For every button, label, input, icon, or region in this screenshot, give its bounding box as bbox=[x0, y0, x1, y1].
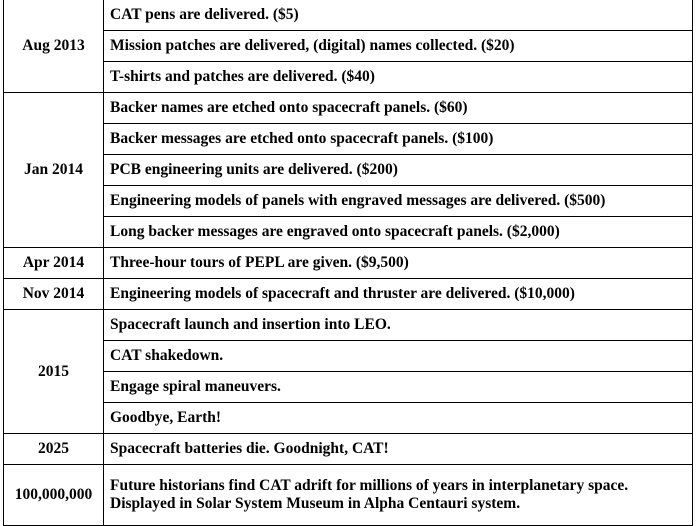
table-row bbox=[4, 217, 693, 248]
table-row bbox=[4, 0, 693, 31]
event-cell: Future historians find CAT adrift for millions of years in interplanetary space. Displayed in Solar System Museum in Alpha Centauri system. bbox=[104, 465, 693, 526]
date-cell: Aug 2013 bbox=[4, 0, 104, 93]
date-cell: Jan 2014 bbox=[4, 93, 104, 248]
table-row bbox=[4, 31, 693, 62]
table-row bbox=[4, 62, 693, 93]
timeline-table bbox=[3, 0, 693, 526]
table-row bbox=[4, 310, 693, 341]
event-cell: Engage spiral maneuvers. bbox=[104, 372, 693, 403]
date-cell: 100,000,000 bbox=[4, 465, 104, 526]
event-cell: Spacecraft batteries die. Goodnight, CAT! bbox=[104, 434, 693, 465]
event-cell: Three-hour tours of PEPL are given. ($9,500) bbox=[104, 248, 693, 279]
table-row bbox=[4, 93, 693, 124]
event-cell: Goodbye, Earth! bbox=[104, 403, 693, 434]
date-cell: Nov 2014 bbox=[4, 279, 104, 310]
event-cell: Spacecraft launch and insertion into LEO. bbox=[104, 310, 693, 341]
event-cell: Long backer messages are engraved onto spacecraft panels. ($2,000) bbox=[104, 217, 693, 248]
event-cell: CAT shakedown. bbox=[104, 341, 693, 372]
date-cell: 2015 bbox=[4, 310, 104, 434]
event-cell: Engineering models of panels with engraved messages are delivered. ($500) bbox=[104, 186, 693, 217]
table-row bbox=[4, 465, 693, 526]
event-cell: Engineering models of spacecraft and thruster are delivered. ($10,000) bbox=[104, 279, 693, 310]
table-row bbox=[4, 403, 693, 434]
table-row bbox=[4, 124, 693, 155]
table-row bbox=[4, 434, 693, 465]
table-row bbox=[4, 155, 693, 186]
table-row bbox=[4, 248, 693, 279]
event-cell: Backer messages are etched onto spacecraft panels. ($100) bbox=[104, 124, 693, 155]
date-cell: 2025 bbox=[4, 434, 104, 465]
event-cell: PCB engineering units are delivered. ($200) bbox=[104, 155, 693, 186]
table-row bbox=[4, 341, 693, 372]
event-cell: Backer names are etched onto spacecraft panels. ($60) bbox=[104, 93, 693, 124]
date-cell: Apr 2014 bbox=[4, 248, 104, 279]
table-row bbox=[4, 372, 693, 403]
event-cell: T-shirts and patches are delivered. ($40) bbox=[104, 62, 693, 93]
table-row bbox=[4, 186, 693, 217]
event-cell: Mission patches are delivered, (digital) names collected. ($20) bbox=[104, 31, 693, 62]
table-row bbox=[4, 279, 693, 310]
event-cell: CAT pens are delivered. ($5) bbox=[104, 0, 693, 31]
